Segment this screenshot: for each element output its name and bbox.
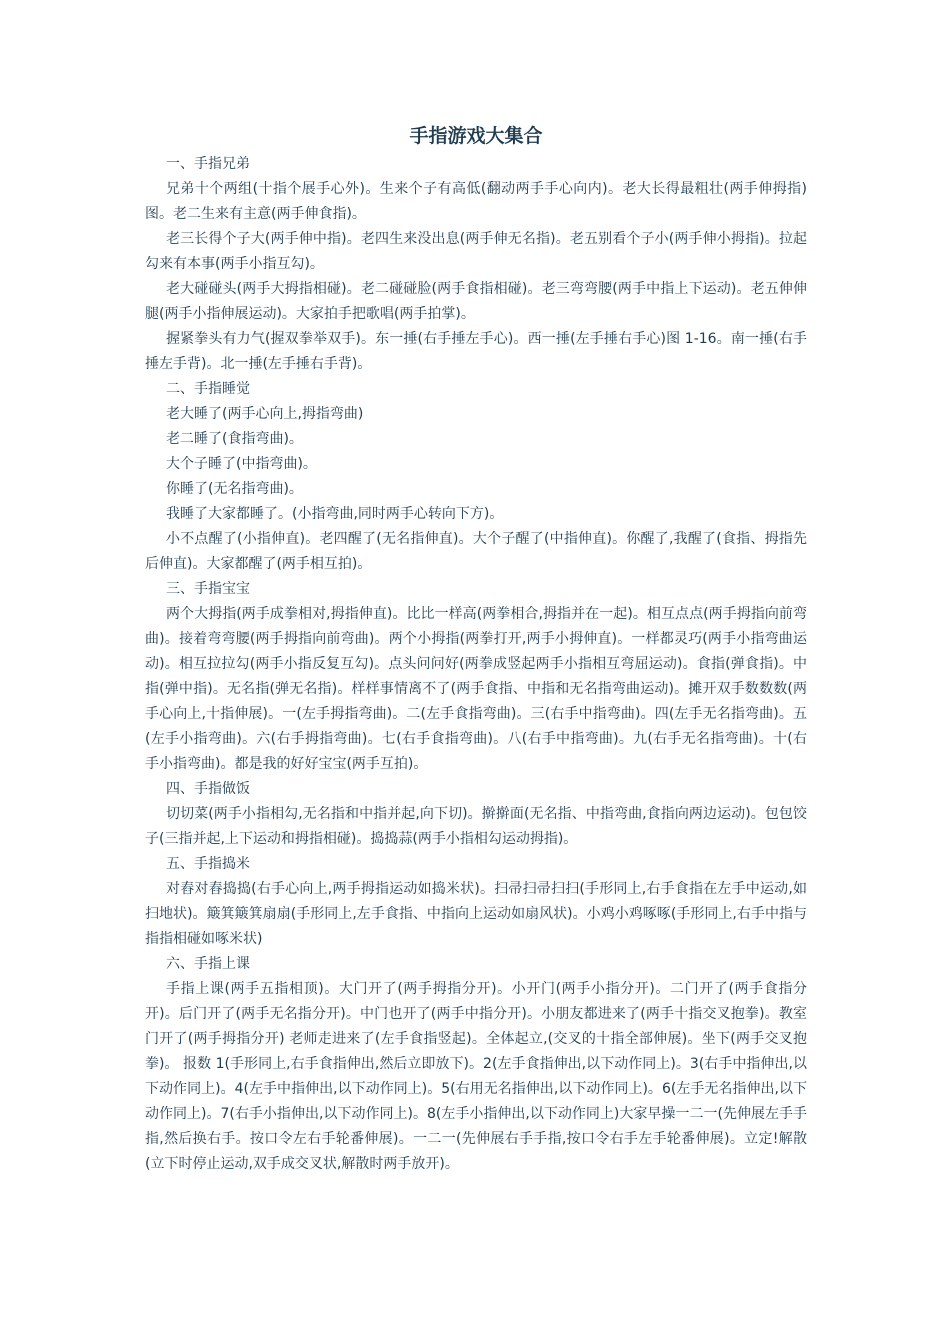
section-heading: 五、手指捣米: [166, 856, 250, 872]
body-paragraph: 老大碰碰头(两手大拇指相碰)。老二碰碰脸(两手食指相碰)。老三弯弯腰(两手中指上下运动)。老五伸伸腿(两手小指伸展运动)。大家拍手把歌唱(两手拍掌)。: [145, 281, 807, 322]
body-paragraph: 大个子睡了(中指弯曲)。: [166, 456, 317, 472]
body-paragraph: 我睡了大家都睡了。(小指弯曲,同时两手心转向下方)。: [166, 506, 504, 522]
section-heading: 一、手指兄弟: [166, 156, 250, 172]
body-paragraph: 小不点醒了(小指伸直)。老四醒了(无名指伸直)。大个子醒了(中指伸直)。你醒了,我醒了(食指、拇指先后伸直)。大家都醒了(两手相互拍)。: [145, 531, 807, 572]
section-heading: 二、手指睡觉: [166, 381, 250, 397]
body-paragraph: 老三长得个子大(两手伸中指)。老四生来没出息(两手伸无名指)。老五别看个子小(两手伸小拇指)。拉起勾来有本事(两手小指互勾)。: [145, 231, 807, 272]
document-title: 手指游戏大集合: [409, 125, 543, 147]
body-paragraph: 老大睡了(两手心向上,拇指弯曲): [166, 406, 364, 422]
body-paragraph: 兄弟十个两组(十指个展手心外)。生来个子有高低(翻动两手手心向内)。老大长得最粗壮(两手伸拇指)图。老二生来有主意(两手伸食指)。: [145, 181, 807, 222]
body-paragraph: 握紧拳头有力气(握双拳举双手)。东一捶(右手捶左手心)。西一捶(左手捶右手心)图 1-16。南一捶(右手捶左手背)。北一捶(左手捶右手背)。: [145, 331, 807, 372]
document-body: [145, 152, 807, 1177]
section-heading: 六、手指上课: [166, 956, 250, 972]
body-paragraph: 手指上课(两手五指相顶)。大门开了(两手拇指分开)。小开门(两手小指分开)。二门开了(两手食指分开)。后门开了(两手无名指分开)。中门也开了(两手中指分开)。小朋友都进来了(两手十指交叉抱拳)。教室门开了(两手拇指分开) 老师走进来了(左手食指竖起)。全体起立,(交叉的十指全部伸展)。坐下(两手交叉抱拳)。 报数 1(手形同上,右手食指伸出,然后立即放下)。2(左手食指伸出,以下动作同上)。3(右手中指伸出,以下动作同上)。4(左手中指伸出,以下动作同上)。5(右用无名指伸出,以下动作同上)。6(左手无名指伸出,以下动作同上)。7(右手小指伸出,以下动作同上)。8(左手小指伸出,以下动作同上)大家早操一二一(先伸展左手手指,然后换右手。按口令左右手轮番伸展)。一二一(先伸展右手手指,按口令右手左手轮番伸展)。立定!解散(立下时停止运动,双手成交叉状,解散时两手放开)。: [145, 981, 807, 1172]
body-paragraph: 两个大拇指(两手成拳相对,拇指伸直)。比比一样高(两拳相合,拇指并在一起)。相互点点(两手拇指向前弯曲)。接着弯弯腰(两手拇指向前弯曲)。两个小拇指(两拳打开,两手小拇伸直)。一样都灵巧(两手小指弯曲运动)。相互拉拉勾(两手小指反复互勾)。点头问问好(两拳成竖起两手小指相互弯屈运动)。食指(弹食指)。中指(弹中指)。无名指(弹无名指)。样样事情离不了(两手食指、中指和无名指弯曲运动)。摊开双手数数数(两手心向上,十指伸展)。一(左手拇指弯曲)。二(左手食指弯曲)。三(右手中指弯曲)。四(左手无名指弯曲)。五(左手小指弯曲)。六(右手拇指弯曲)。七(右手食指弯曲)。八(右手中指弯曲)。九(右手无名指弯曲)。十(右手小指弯曲)。都是我的好好宝宝(两手互拍)。: [145, 606, 807, 772]
body-paragraph: 你睡了(无名指弯曲)。: [166, 481, 303, 497]
document-page: [145, 122, 807, 1177]
section-heading: 四、手指做饭: [166, 781, 250, 797]
section-heading: 三、手指宝宝: [166, 581, 250, 597]
body-paragraph: 对舂对舂捣捣(右手心向上,两手拇指运动如捣米状)。扫帚扫帚扫扫(手形同上,右手食指在左手中运动,如扫地状)。簸箕簸箕扇扇(手形同上,左手食指、中指向上运动如扇风状)。小鸡小鸡啄啄(手形同上,右手中指与指指相碰如啄米状): [145, 881, 807, 947]
body-paragraph: 老二睡了(食指弯曲)。: [166, 431, 303, 447]
body-paragraph: 切切菜(两手小指相勾,无名指和中指并起,向下切)。擀擀面(无名指、中指弯曲,食指向两边运动)。包包饺子(三指并起,上下运动和拇指相碰)。捣捣蒜(两手小指相勾运动拇指)。: [145, 806, 807, 847]
